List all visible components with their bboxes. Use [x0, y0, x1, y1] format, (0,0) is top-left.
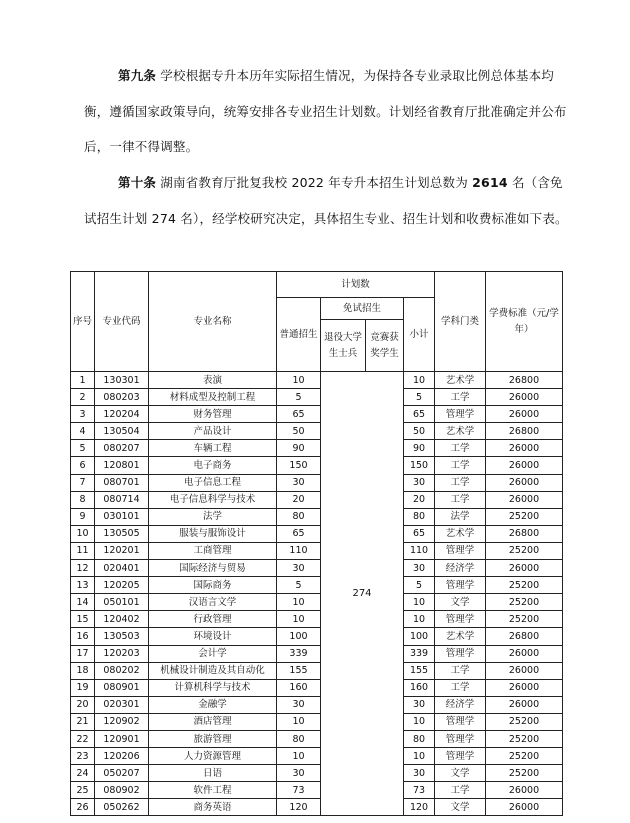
table-row: [71, 765, 563, 782]
cell-general: 80: [277, 730, 321, 747]
cell-general: 155: [277, 662, 321, 679]
cell-name: 国际经济与贸易: [149, 560, 277, 577]
cell-seq: 21: [71, 713, 95, 730]
cell-seq: 12: [71, 560, 95, 577]
cell-seq: 15: [71, 611, 95, 628]
cell-seq: 10: [71, 525, 95, 542]
cell-name: 计算机科学与技术: [149, 679, 277, 696]
cell-code: 080202: [95, 662, 149, 679]
cell-seq: 18: [71, 662, 95, 679]
cell-subtotal: 150: [404, 457, 435, 474]
cell-fee: 26000: [486, 491, 563, 508]
cell-category: 工学: [435, 491, 486, 508]
cell-general: 10: [277, 372, 321, 389]
article-9-label: 第九条: [118, 68, 157, 83]
cell-category: 工学: [435, 440, 486, 457]
cell-category: 文学: [435, 799, 486, 816]
cell-category: 管理学: [435, 730, 486, 747]
cell-name: 汉语言文学: [149, 594, 277, 611]
article-10-text-b: 名（含免试招生计划 274 名），经学校研究决定，具体招生专业、招生计划和收费标准如下表。: [84, 175, 568, 226]
cell-subtotal: 155: [404, 662, 435, 679]
cell-fee: 25200: [486, 748, 563, 765]
cell-general: 80: [277, 508, 321, 525]
cell-category: 艺术学: [435, 628, 486, 645]
cell-seq: 3: [71, 406, 95, 423]
cell-code: 130301: [95, 372, 149, 389]
cell-subtotal: 65: [404, 406, 435, 423]
table-row: [71, 696, 563, 713]
table-row: [71, 440, 563, 457]
cell-subtotal: 30: [404, 474, 435, 491]
cell-code: 130505: [95, 525, 149, 542]
cell-general: 100: [277, 628, 321, 645]
cell-category: 管理学: [435, 713, 486, 730]
cell-category: 经济学: [435, 560, 486, 577]
cell-category: 工学: [435, 457, 486, 474]
cell-name: 产品设计: [149, 423, 277, 440]
cell-category: 文学: [435, 594, 486, 611]
header-category: 学科门类: [435, 272, 486, 372]
table-row: [71, 389, 563, 406]
cell-general: 73: [277, 782, 321, 799]
cell-subtotal: 65: [404, 525, 435, 542]
cell-fee: 26000: [486, 560, 563, 577]
table-row: [71, 474, 563, 491]
cell-code: 080203: [95, 389, 149, 406]
cell-category: 工学: [435, 389, 486, 406]
header-award: 竞赛获奖学生: [366, 320, 404, 372]
cell-subtotal: 100: [404, 628, 435, 645]
cell-code: 080207: [95, 440, 149, 457]
cell-category: 管理学: [435, 748, 486, 765]
cell-fee: 26000: [486, 799, 563, 816]
cell-name: 电子商务: [149, 457, 277, 474]
cell-code: 130504: [95, 423, 149, 440]
cell-name: 行政管理: [149, 611, 277, 628]
cell-fee: 26000: [486, 696, 563, 713]
cell-general: 65: [277, 525, 321, 542]
table-row: [71, 679, 563, 696]
cell-fee: 26000: [486, 645, 563, 662]
cell-subtotal: 80: [404, 730, 435, 747]
cell-subtotal: 339: [404, 645, 435, 662]
table-row: [71, 782, 563, 799]
cell-fee: 25200: [486, 765, 563, 782]
table-row: [71, 799, 563, 816]
cell-seq: 6: [71, 457, 95, 474]
cell-seq: 26: [71, 799, 95, 816]
table-row: [71, 645, 563, 662]
table-row: [71, 611, 563, 628]
header-general: 普通招生: [277, 298, 321, 372]
cell-general: 30: [277, 696, 321, 713]
cell-name: 工商管理: [149, 542, 277, 559]
cell-seq: 23: [71, 748, 95, 765]
cell-category: 管理学: [435, 645, 486, 662]
table-row: [71, 406, 563, 423]
enrollment-plan-table: [70, 271, 563, 816]
cell-fee: 26000: [486, 440, 563, 457]
cell-exempt-total: 274: [321, 372, 404, 816]
cell-subtotal: 10: [404, 372, 435, 389]
cell-general: 65: [277, 406, 321, 423]
cell-subtotal: 30: [404, 696, 435, 713]
cell-code: 120901: [95, 730, 149, 747]
cell-name: 电子信息科学与技术: [149, 491, 277, 508]
cell-seq: 5: [71, 440, 95, 457]
cell-name: 金融学: [149, 696, 277, 713]
cell-general: 10: [277, 611, 321, 628]
cell-code: 120402: [95, 611, 149, 628]
cell-general: 110: [277, 542, 321, 559]
cell-subtotal: 160: [404, 679, 435, 696]
cell-subtotal: 30: [404, 560, 435, 577]
cell-category: 经济学: [435, 696, 486, 713]
cell-seq: 20: [71, 696, 95, 713]
cell-general: 150: [277, 457, 321, 474]
cell-fee: 26000: [486, 406, 563, 423]
cell-subtotal: 73: [404, 782, 435, 799]
cell-category: 文学: [435, 765, 486, 782]
cell-subtotal: 5: [404, 577, 435, 594]
cell-general: 339: [277, 645, 321, 662]
cell-name: 环境设计: [149, 628, 277, 645]
cell-fee: 26800: [486, 372, 563, 389]
table-row: [71, 662, 563, 679]
cell-general: 50: [277, 423, 321, 440]
cell-name: 旅游管理: [149, 730, 277, 747]
cell-name: 材料成型及控制工程: [149, 389, 277, 406]
cell-general: 90: [277, 440, 321, 457]
cell-seq: 17: [71, 645, 95, 662]
table-row: [71, 748, 563, 765]
cell-fee: 26800: [486, 525, 563, 542]
cell-name: 法学: [149, 508, 277, 525]
header-veteran: 退役大学生士兵: [321, 320, 366, 372]
cell-category: 管理学: [435, 577, 486, 594]
table-header: [71, 272, 563, 372]
table-row: [71, 628, 563, 645]
article-10-total: 2614: [472, 175, 508, 190]
cell-fee: 25200: [486, 594, 563, 611]
cell-subtotal: 80: [404, 508, 435, 525]
cell-general: 30: [277, 765, 321, 782]
header-seq: 序号: [71, 272, 95, 372]
cell-fee: 26800: [486, 423, 563, 440]
cell-fee: 25200: [486, 542, 563, 559]
cell-subtotal: 10: [404, 611, 435, 628]
cell-fee: 26000: [486, 679, 563, 696]
cell-general: 10: [277, 713, 321, 730]
table-row: [71, 457, 563, 474]
header-plan: 计划数: [277, 272, 435, 298]
cell-fee: 25200: [486, 577, 563, 594]
table-row: [71, 525, 563, 542]
cell-category: 工学: [435, 782, 486, 799]
cell-general: 30: [277, 474, 321, 491]
cell-seq: 24: [71, 765, 95, 782]
cell-name: 财务管理: [149, 406, 277, 423]
cell-code: 080701: [95, 474, 149, 491]
table-row: [71, 372, 563, 389]
cell-code: 080714: [95, 491, 149, 508]
cell-fee: 26000: [486, 662, 563, 679]
cell-subtotal: 90: [404, 440, 435, 457]
cell-code: 120801: [95, 457, 149, 474]
table-row: [71, 508, 563, 525]
cell-subtotal: 50: [404, 423, 435, 440]
cell-subtotal: 5: [404, 389, 435, 406]
cell-category: 工学: [435, 679, 486, 696]
cell-general: 5: [277, 389, 321, 406]
cell-name: 电子信息工程: [149, 474, 277, 491]
cell-code: 050262: [95, 799, 149, 816]
cell-category: 艺术学: [435, 525, 486, 542]
cell-name: 服装与服饰设计: [149, 525, 277, 542]
cell-seq: 16: [71, 628, 95, 645]
cell-general: 120: [277, 799, 321, 816]
cell-seq: 2: [71, 389, 95, 406]
table-row: [71, 713, 563, 730]
cell-seq: 19: [71, 679, 95, 696]
table-row: [71, 730, 563, 747]
cell-fee: 26000: [486, 474, 563, 491]
cell-code: 020301: [95, 696, 149, 713]
cell-subtotal: 20: [404, 491, 435, 508]
cell-fee: 25200: [486, 713, 563, 730]
cell-fee: 26000: [486, 782, 563, 799]
cell-subtotal: 10: [404, 748, 435, 765]
cell-name: 人力资源管理: [149, 748, 277, 765]
cell-fee: 26800: [486, 628, 563, 645]
cell-seq: 22: [71, 730, 95, 747]
cell-code: 080901: [95, 679, 149, 696]
cell-seq: 9: [71, 508, 95, 525]
cell-code: 120902: [95, 713, 149, 730]
cell-code: 120206: [95, 748, 149, 765]
cell-code: 020401: [95, 560, 149, 577]
cell-name: 会计学: [149, 645, 277, 662]
article-10-label: 第十条: [118, 175, 157, 190]
cell-code: 050207: [95, 765, 149, 782]
cell-fee: 25200: [486, 611, 563, 628]
cell-code: 050101: [95, 594, 149, 611]
header-name: 专业名称: [149, 272, 277, 372]
cell-code: 120203: [95, 645, 149, 662]
header-exempt: 免试招生: [321, 298, 404, 320]
cell-name: 表演: [149, 372, 277, 389]
cell-seq: 14: [71, 594, 95, 611]
cell-code: 120205: [95, 577, 149, 594]
table-row: [71, 423, 563, 440]
article-10-text-a: 湖南省教育厅批复我校 2022 年专升本招生计划总数为: [160, 175, 468, 190]
cell-name: 商务英语: [149, 799, 277, 816]
cell-subtotal: 30: [404, 765, 435, 782]
cell-general: 5: [277, 577, 321, 594]
article-9-paragraph: [84, 58, 574, 165]
cell-code: 120201: [95, 542, 149, 559]
article-10-paragraph: [84, 165, 574, 236]
table-row: [71, 542, 563, 559]
cell-seq: 8: [71, 491, 95, 508]
cell-name: 国际商务: [149, 577, 277, 594]
header-fee: 学费标准（元/学年）: [486, 272, 563, 372]
cell-fee: 25200: [486, 730, 563, 747]
header-code: 专业代码: [95, 272, 149, 372]
cell-name: 软件工程: [149, 782, 277, 799]
table-row: [71, 594, 563, 611]
cell-category: 管理学: [435, 611, 486, 628]
cell-seq: 4: [71, 423, 95, 440]
cell-code: 130503: [95, 628, 149, 645]
table-body: [71, 372, 563, 816]
cell-code: 030101: [95, 508, 149, 525]
cell-code: 120204: [95, 406, 149, 423]
cell-general: 10: [277, 594, 321, 611]
cell-general: 10: [277, 748, 321, 765]
cell-fee: 25200: [486, 508, 563, 525]
cell-fee: 26000: [486, 389, 563, 406]
cell-seq: 25: [71, 782, 95, 799]
cell-name: 酒店管理: [149, 713, 277, 730]
article-9-text: 学校根据专升本历年实际招生情况，为保持各专业录取比例总体基本均衡，遵循国家政策导向，统筹安排各专业招生计划数。计划经省教育厅批准确定并公布后，一律不得调整。: [84, 68, 567, 154]
header-subtotal: 小计: [404, 298, 435, 372]
table-row: [71, 577, 563, 594]
cell-general: 30: [277, 560, 321, 577]
cell-seq: 11: [71, 542, 95, 559]
cell-subtotal: 120: [404, 799, 435, 816]
cell-subtotal: 10: [404, 713, 435, 730]
cell-category: 管理学: [435, 406, 486, 423]
cell-category: 工学: [435, 474, 486, 491]
cell-subtotal: 10: [404, 594, 435, 611]
cell-general: 160: [277, 679, 321, 696]
cell-category: 管理学: [435, 542, 486, 559]
cell-name: 车辆工程: [149, 440, 277, 457]
cell-category: 艺术学: [435, 423, 486, 440]
table-row: [71, 491, 563, 508]
cell-general: 20: [277, 491, 321, 508]
cell-category: 法学: [435, 508, 486, 525]
cell-category: 工学: [435, 662, 486, 679]
cell-fee: 26000: [486, 457, 563, 474]
cell-seq: 1: [71, 372, 95, 389]
cell-seq: 7: [71, 474, 95, 491]
cell-name: 日语: [149, 765, 277, 782]
cell-seq: 13: [71, 577, 95, 594]
cell-code: 080902: [95, 782, 149, 799]
table-row: [71, 560, 563, 577]
cell-name: 机械设计制造及其自动化: [149, 662, 277, 679]
cell-category: 艺术学: [435, 372, 486, 389]
cell-subtotal: 110: [404, 542, 435, 559]
